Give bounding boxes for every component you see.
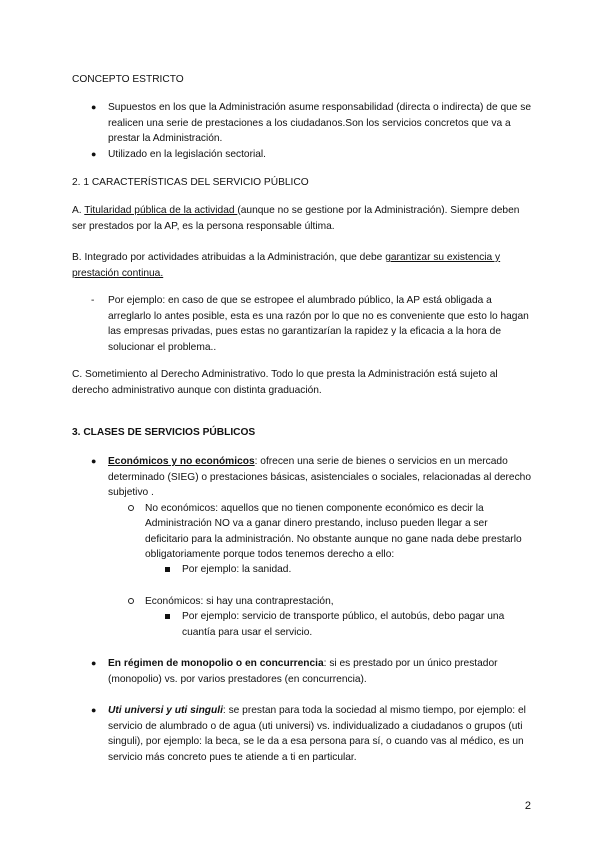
concepto-b2: Utilizado en la legislación sectorial. <box>108 149 266 160</box>
bullet-ring <box>128 505 134 511</box>
dash-item-l1: Por ejemplo: en caso de que se estropee el alumbrado público, la AP está obligada a <box>108 295 492 306</box>
section3-heading: 3. CLASES DE SERVICIOS PÚBLICOS <box>72 427 256 438</box>
econ-sub-l1: Por ejemplo: servicio de transporte público, el autobús, debo pagar una <box>182 611 505 622</box>
bullet-ring <box>128 598 134 604</box>
section2-b-line1 <box>72 250 500 265</box>
monopolio-line1 <box>108 656 498 671</box>
monopolio-line2: (monopolio) vs. por varios prestadores (en concurrencia). <box>108 674 367 685</box>
section2-b-line2: prestación continua. <box>72 268 164 279</box>
dash-item-l2: arreglarlo lo antes posible, esta es una razón por lo que no es conveniente que esto lo hagan <box>108 311 529 322</box>
bullet-square <box>165 567 170 572</box>
section2-c-l1: C. Sometimiento al Derecho Administrativo. Todo lo que presta la Administración está sujeto al <box>72 369 498 380</box>
bullet-dot: ● <box>91 705 97 715</box>
concepto-heading: CONCEPTO ESTRICTO <box>72 74 184 85</box>
dash-item-l4: solucionar el problema.. <box>108 342 217 353</box>
noecon-l2: Administración NO va a ganar dinero prestando, incluso pueden llegar a ser <box>145 518 488 529</box>
bullet-dot: ● <box>91 149 97 159</box>
b-pre: B. Integrado por actividades atribuidas a la Administración, que debe <box>72 252 386 263</box>
section2-a-line1 <box>72 203 519 218</box>
concepto-b1-l3: prestar la Administración. <box>108 133 223 144</box>
econ-sub-l2: cuantía para usar el servicio. <box>182 627 313 638</box>
b-underlined: garantizar su existencia y <box>385 252 501 263</box>
section2-a-line2: ser prestados por la AP, es la persona responsable última. <box>72 221 335 232</box>
bullet-dot: ● <box>91 102 97 112</box>
uti-label: Uti universi y uti singuli <box>108 705 223 716</box>
uti-line3: singuli), por ejemplo: la beca, se le da a esa persona para sí, o cuando vas al médico, es un <box>108 736 524 747</box>
econ-rest: : ofrecen una serie de bienes o servicios en un mercado <box>254 456 508 467</box>
econ-line2: determinado (SIEG) o prestaciones básicas, asistenciales o sociales, relacionadas al derecho <box>108 472 532 483</box>
page-number: 2 <box>524 800 531 812</box>
uti-line2: servicio de alumbrado o de agua (uti universi) vs. individualizado a ciudadanos o grupos (uti <box>108 721 523 732</box>
uti-line4: servicio más concreto pues te atiende a ti en particular. <box>108 752 357 763</box>
bullet-square <box>165 614 170 619</box>
monopolio-label: En régimen de monopolio o en concurrencia <box>108 658 324 669</box>
section2-c-l2: derecho administrativo aunque con distinta graduación. <box>72 385 322 396</box>
econ-label: Económicos y no económicos <box>108 456 255 467</box>
noecon-l1: No económicos: aquellos que no tienen componente económico es decir la <box>145 503 484 514</box>
a-prefix: A. <box>72 205 85 216</box>
bullet-dot: ● <box>91 658 97 668</box>
noecon-sub: Por ejemplo: la sanidad. <box>182 564 292 575</box>
uti-line1 <box>108 703 526 718</box>
econ-item: Económicos: si hay una contraprestación, <box>145 596 334 607</box>
a-rest: (aunque no se gestione por la Administración). Siempre deben <box>237 205 520 216</box>
section2-heading: 2. 1 CARACTERÍSTICAS DEL SERVICIO PÚBLICO <box>72 177 309 188</box>
noecon-l3: deficitario para la administración. No obstante aunque no gane nada debe prestarlo <box>145 534 522 545</box>
a-underlined: Titularidad pública de la actividad <box>84 205 238 216</box>
econ-line3: subjetivo . <box>108 487 154 498</box>
uti-rest: : se prestan para toda la sociedad al mismo tiempo, por ejemplo: el <box>222 705 526 716</box>
monopolio-rest: : si es prestado por un único prestador <box>323 658 498 669</box>
noecon-l4: obligatoriamente porque todos tenemos derecho a ello: <box>145 549 395 560</box>
econ-line1 <box>108 454 508 469</box>
dash-marker: - <box>91 295 95 306</box>
concepto-b1-l1: Supuestos en los que la Administración asume responsabilidad (directa o indirecta) de que se <box>108 102 532 113</box>
concepto-b1-l2: realicen una serie de prestaciones a los ciudadanos.Son los servicios concretos que va a <box>108 118 511 129</box>
dash-item-l3: las empresas privadas, pues estas no garantizarían la rapidez y la eficacia a la hora de <box>108 326 502 337</box>
bullet-dot: ● <box>91 456 97 466</box>
